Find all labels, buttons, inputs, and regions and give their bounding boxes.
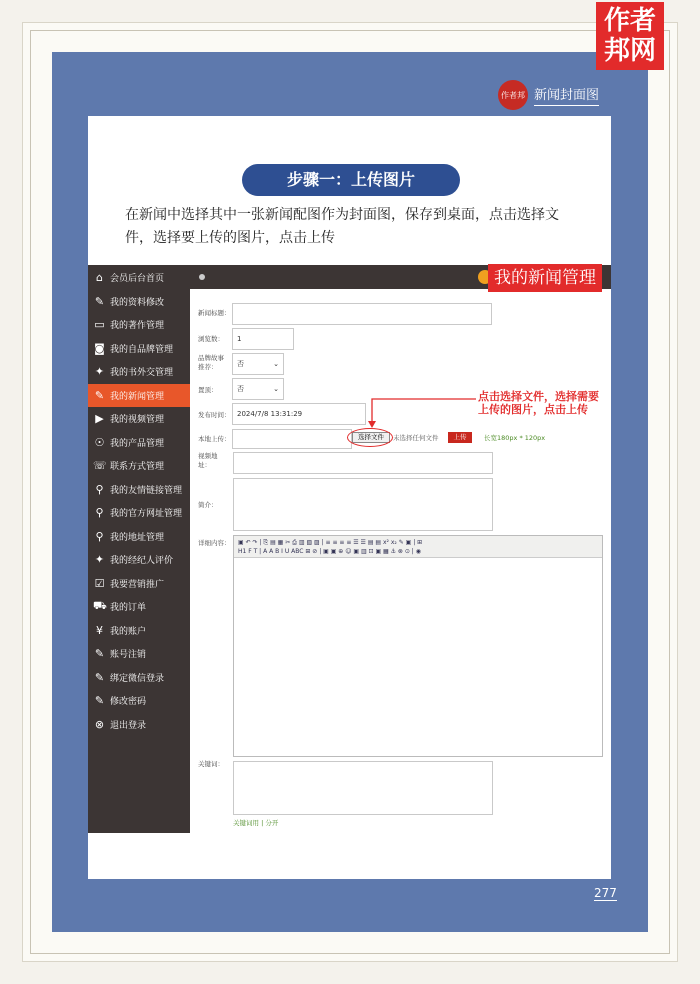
time-value: 2024/7/8 13:31:29 xyxy=(237,410,303,418)
edit-icon: ✎ xyxy=(94,294,105,308)
sidebar-item-label: 我的订单 xyxy=(110,603,147,614)
step-description: 在新闻中选择其中一张新闻配图作为封面图，保存到桌面，点击选择文件，选择要上传的图片，点击上传 xyxy=(125,207,559,246)
sidebar-item-12[interactable] xyxy=(88,548,190,572)
link-icon: ⚲ xyxy=(95,482,104,496)
sidebar-item-8[interactable] xyxy=(88,454,190,478)
upload-button[interactable]: 上传 xyxy=(448,432,472,443)
sidebar-item-4[interactable] xyxy=(88,360,190,384)
views-input[interactable] xyxy=(232,328,294,350)
sidebar-item-label: 我的官方网址管理 xyxy=(110,509,183,520)
sidebar-item-label: 我的账户 xyxy=(110,626,147,637)
sidebar-item-label: 我要营销推广 xyxy=(110,579,165,590)
camera-icon: ◙ xyxy=(94,341,105,355)
sidebar-item-label: 我的经纪人评价 xyxy=(110,556,174,567)
intro-textarea[interactable] xyxy=(233,478,493,531)
views-label: 浏览数： xyxy=(198,335,224,343)
sidebar-item-label: 联系方式管理 xyxy=(110,462,165,473)
sidebar-item-label: 我的友情链接管理 xyxy=(110,485,183,496)
sidebar-item-16[interactable] xyxy=(88,642,190,666)
annotation-arrow xyxy=(368,397,478,429)
sidebar xyxy=(88,265,190,833)
video-label: 视频地址： xyxy=(198,452,218,469)
step-title: 步骤一：上传图片 xyxy=(242,164,460,196)
top-select[interactable] xyxy=(232,378,284,400)
topbar xyxy=(190,265,611,289)
sidebar-item-label: 我的资料修改 xyxy=(110,297,165,308)
edit-icon: ✎ xyxy=(94,647,105,661)
sidebar-item-5[interactable] xyxy=(88,384,190,408)
news-edit-icon: ✎ xyxy=(94,388,105,402)
title-input[interactable] xyxy=(232,303,492,325)
sidebar-item-13[interactable] xyxy=(88,572,190,596)
sidebar-item-label: 我的产品管理 xyxy=(110,438,165,449)
sidebar-item-11[interactable] xyxy=(88,525,190,549)
chapter-title: 新闻封面图 xyxy=(534,84,599,106)
choose-file-button[interactable]: 选择文件 xyxy=(352,432,390,443)
sidebar-item-3[interactable] xyxy=(88,337,190,361)
sidebar-item-label: 绑定微信登录 xyxy=(110,673,165,684)
play-icon: ▶ xyxy=(95,412,104,426)
keyword-label: 关键词： xyxy=(198,760,224,768)
sidebar-list xyxy=(88,265,190,736)
corner-badge: 作者邦网 xyxy=(596,2,664,70)
book-icon: ▭ xyxy=(94,318,105,332)
annotation-text: 点击选择文件，选择需要上传的图片，点击上传 xyxy=(478,390,599,416)
sidebar-item-label: 我的著作管理 xyxy=(110,321,165,332)
sidebar-item-label: 我的新闻管理 xyxy=(110,391,165,402)
top-label: 置顶： xyxy=(198,386,218,394)
sidebar-item-label: 我的自品牌管理 xyxy=(110,344,174,355)
sidebar-item-19[interactable] xyxy=(88,713,190,737)
sidebar-item-label: 会员后台首页 xyxy=(110,274,165,285)
check-icon: ☑ xyxy=(94,576,105,590)
sidebar-item-label: 修改密码 xyxy=(110,697,147,708)
toolbar-row-2: H1 F T | A A B I U ABC ⊞ ⊘ | ▣ ▣ ⊕ ☺ ▣ ▥ ⊡ ▣ ▦ ⚓ ⊗ ⊙ | ◉ xyxy=(238,548,421,555)
sidebar-item-14[interactable] xyxy=(88,595,190,619)
no-file-text: 未选择任何文件 xyxy=(393,434,439,442)
brand-label: 品牌故事推荐： xyxy=(198,354,224,371)
sidebar-item-2[interactable] xyxy=(88,313,190,337)
chapter-logo: 作者邦 xyxy=(498,80,528,110)
sidebar-item-7[interactable] xyxy=(88,431,190,455)
sidebar-item-15[interactable] xyxy=(88,619,190,643)
edit-icon: ✎ xyxy=(94,670,105,684)
sidebar-item-10[interactable] xyxy=(88,501,190,525)
chevron-down-icon: ⌄ xyxy=(273,385,279,393)
sidebar-item-9[interactable] xyxy=(88,478,190,502)
size-hint: 长宽180px * 120px xyxy=(484,434,546,442)
intro-label: 简介： xyxy=(198,501,218,509)
time-label: 发布时间： xyxy=(198,411,231,419)
phone-icon: ☏ xyxy=(93,459,107,473)
status-dot-icon xyxy=(199,274,205,280)
chapter-header xyxy=(498,80,599,110)
highlight-circle xyxy=(347,428,393,447)
top-value: 否 xyxy=(237,385,244,393)
time-input[interactable] xyxy=(232,403,366,425)
sidebar-item-6[interactable] xyxy=(88,407,190,431)
sidebar-item-1[interactable] xyxy=(88,290,190,314)
keyword-hint: 关键词用 | 分开 xyxy=(233,819,279,827)
views-value: 1 xyxy=(237,335,242,343)
cart-icon: ⛟ xyxy=(93,599,107,613)
link-icon: ⚲ xyxy=(95,506,104,520)
brand-value: 否 xyxy=(237,360,244,368)
title-label: 新闻标题： xyxy=(198,309,231,317)
handshake-icon: ✦ xyxy=(94,365,105,379)
upload-label: 本地上传： xyxy=(198,435,231,443)
logout-icon: ⊗ xyxy=(94,717,105,731)
sidebar-item-0[interactable] xyxy=(88,266,190,290)
sidebar-item-17[interactable] xyxy=(88,666,190,690)
home-icon: ⌂ xyxy=(96,271,103,285)
edit-icon: ✎ xyxy=(94,694,105,708)
app-screenshot xyxy=(88,265,611,833)
page-number: 277 xyxy=(594,886,617,900)
handshake-icon: ✦ xyxy=(94,553,105,567)
sidebar-item-label: 退出登录 xyxy=(110,720,147,731)
rich-text-editor[interactable] xyxy=(233,535,603,757)
toolbar-row-1: ▣ ↶ ↷ | ⎘ ▤ ▦ ✂ ⎙ ▥ ▧ ▨ | ≡ ≡ ≡ ≡ ☰ ☰ ▤ ▤ x² x₂ ✎ ▣ | ⊞ xyxy=(238,539,423,546)
sidebar-item-label: 账号注销 xyxy=(110,650,147,661)
keyword-textarea[interactable] xyxy=(233,761,493,815)
editor-toolbar xyxy=(234,536,602,558)
sidebar-item-label: 我的视频管理 xyxy=(110,415,165,426)
sidebar-item-18[interactable] xyxy=(88,689,190,713)
chevron-down-icon: ⌄ xyxy=(273,360,279,368)
sidebar-item-label: 我的书外交管理 xyxy=(110,368,174,379)
sidebar-item-label: 我的地址管理 xyxy=(110,532,165,543)
upload-path-input[interactable] xyxy=(232,429,352,449)
brand-select[interactable] xyxy=(232,353,284,375)
product-icon: ☉ xyxy=(94,435,105,449)
yen-icon: ¥ xyxy=(96,623,103,637)
content-label: 详细内容： xyxy=(198,539,231,547)
app-title: 我的新闻管理 xyxy=(488,264,602,292)
video-input[interactable] xyxy=(233,452,493,474)
link-icon: ⚲ xyxy=(95,529,104,543)
